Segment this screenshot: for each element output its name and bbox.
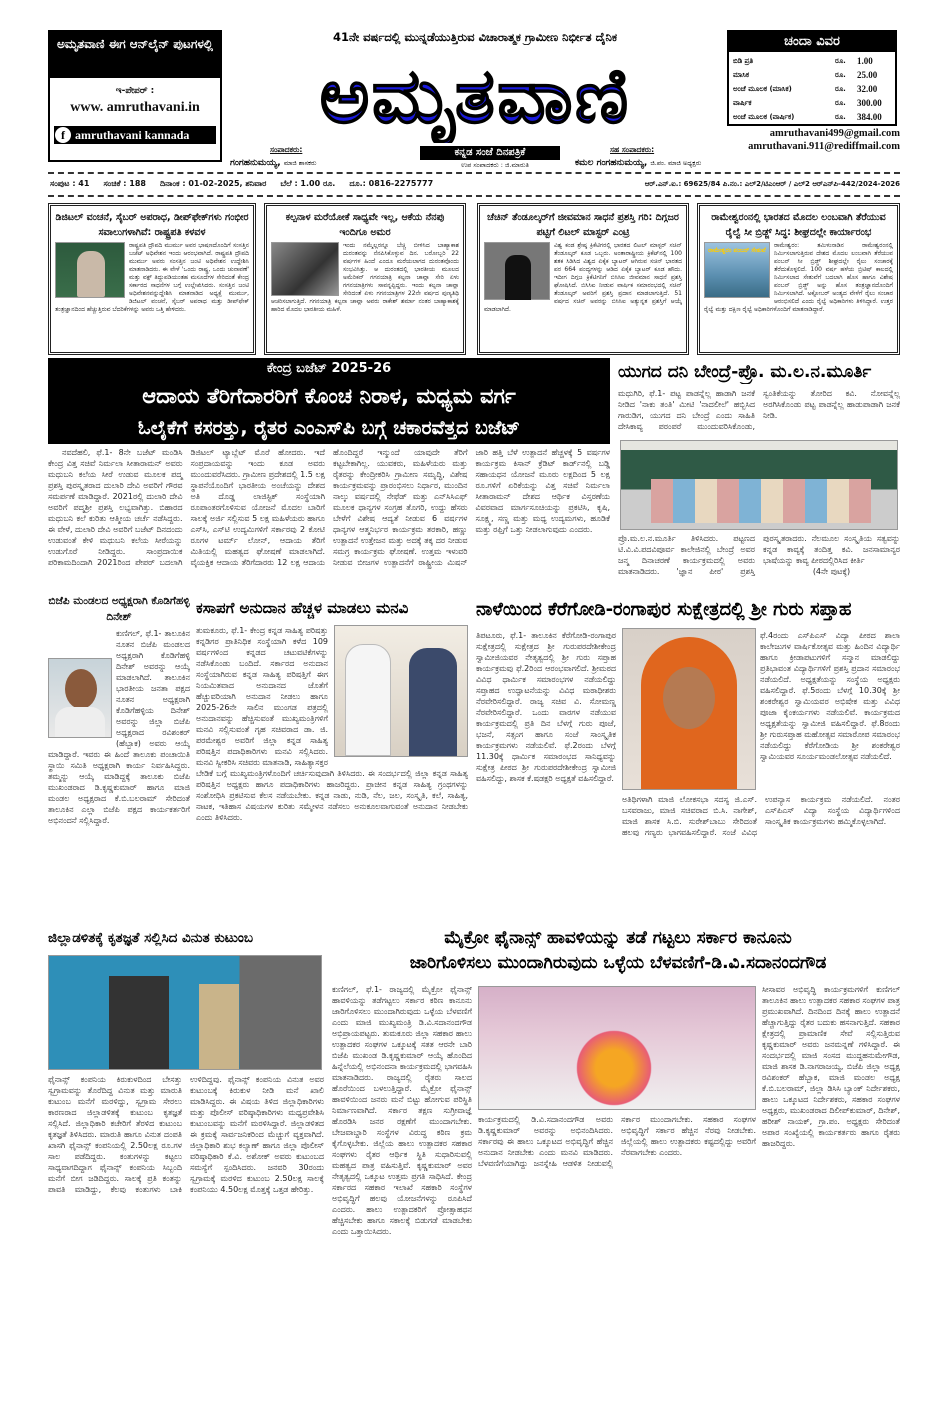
- facebook-link[interactable]: [54, 126, 216, 144]
- dinesh-body-wrap: [48, 628, 190, 826]
- saptaha-headline: ನಾಳೆಯಿಂದ ಕೆರೆಗೋಡಿ-ರಂಗಾಪುರ ಸುಕ್ಷೇತ್ರದಲ್ಲಿ ಶ್ರೀ ಗುರು ಸಪ್ತಾಹ: [476, 599, 852, 620]
- row-currency: ರೂ.: [835, 113, 846, 121]
- micro-caption: ಕಾರ್ಯಕ್ರಮದಲ್ಲಿ ಡಿ.ವಿ.ಸದಾನಂದಗೌಡ ಅವರು ಡಿ.ಕೃಷ್ಣಕುಮಾರ್ ಅವರನ್ನು ಅಭಿನಂದಿಸಿದರು. ಸರ್ಕಾರವು ಈ ಹಾಲು ಒಕ್ಕೂಟದ ಅಭಿವೃದ್ಧಿಗೆ ಹೆಚ್ಚಿನ ಅನುದಾನ ನೀಡಬೇಕು ಎಂದು ಮನವಿ ಮಾಡಿದರು. ಬೆಳವಣಿಗೆಯಾಗಿದ್ದು ಜನಸ್ನೇಹಿ ಆಡಳಿತ ನೀಡುವಲ್ಲಿ ಸರ್ಕಾರ ಮುಂದಾಗಬೇಕು. ಸಹಕಾರ ಸಂಘಗಳ ಅಭಿವೃದ್ಧಿಗೆ ಸರ್ಕಾರ ಹೆಚ್ಚಿನ ನೆರವು ನೀಡಬೇಕು. ಜಿಲ್ಲೆಯಲ್ಲಿ ಹಾಲು ಉತ್ಪಾದಕರು ಕಷ್ಟದಲ್ಲಿದ್ದು ಅವರಿಗೆ ನೆರವಾಗಬೇಕು ಎಂದರು.: [478, 1115, 756, 1168]
- email-1[interactable]: amruthavani499@gmail.com: [769, 128, 900, 139]
- bridge-photo-caption: ರಾಮೇಶ್ವರಂ ಪಂಬನ್ ಸೇತುವೆ: [708, 247, 766, 254]
- bendre-event-photo: [620, 440, 898, 530]
- phone: ದೂ.: 0816-2275777: [349, 179, 434, 188]
- associate-editor-label: ಸಹ ಸಂಪಾದಕರು:: [610, 145, 655, 154]
- editor-label: ಸಂಪಾದಕರು:: [270, 145, 303, 154]
- story-body: ಇಂದು ನಮ್ಮೆಲ್ಲರನ್ನೂ ಬೆಚ್ಚಿ ಬೀಳಿಸಿದ ಬಾಹ್ಯಾಕಾಶ ದುರಂತವನ್ನು ನೆನಪಿಸಿಕೊಳ್ಳುವ ದಿನ. ಬರೋಬ್ಬರಿ 22 ವರ್ಷಗಳ ಹಿಂದೆ ಎಂದೂ ಮರೆಯಲಾಗದ ದುರಂತವೊಂದು ಸಂಭವಿಸಿತ್ತು. ಆ ದುರಂತದಲ್ಲಿ ಭಾರತೀಯ ಮೂಲದ ಅಮೆರಿಕನ್ ಗಗನಯಾತ್ರಿ ಕಲ್ಪನಾ ಚಾವ್ಲಾ ಸೇರಿ ಏಳು ಗಗನಯಾತ್ರಿಗಳು ಸಾವನ್ನಪ್ಪಿದ್ದರು. ಇಂದು ಕಲ್ಪನಾ ಚಾವ್ಲಾ ಸೇರಿದಂತೆ ಏಳು ಗಗನಯಾತ್ರಿಗಳ 22ನೇ ವರ್ಷದ ಪುಣ್ಯತಿಥಿ ಆಚರಿಸಲಾಗುತ್ತಿದೆ. ಗಗನಯಾತ್ರಿ ಕಲ್ಪನಾ ಚಾವ್ಲಾ ಅವರು ರಾಕೇಶ್ ಶರ್ಮಾ ನಂತರ ಬಾಹ್ಯಾಕಾಶಕ್ಕೆ ಹಾರಿದ ಮೊದಲ ಭಾರತೀಯ ಮಹಿಳೆ.: [271, 242, 459, 313]
- editor-role: ಮಾಜಿ ಶಾಸಕರು: [283, 159, 317, 167]
- row-currency: ರೂ.: [835, 57, 846, 65]
- dinesh-body: ಕುಣಿಗಲ್, ಫೆ.1- ತಾಲೂಕಿನ ನೂತನ ಬಿಜೆಪಿ ಮಂಡಲದ ಅಧ್ಯಕ್ಷರಾಗಿ ಕೊಡಿಗೆಹಳ್ಳಿ ದಿನೇಶ್ ಅವರನ್ನು ಆಯ್ಕೆ ಮಾಡಲಾಗಿದೆ. ತಾಲೂಕಿನ ಭಾರತೀಯ ಜನತಾ ಪಕ್ಷದ ನೂತನ ಅಧ್ಯಕ್ಷರಾಗಿ ಕೊಡಿಗೆಹಳ್ಳಿಯ ದಿನೇಶ್ ಅವರನ್ನು ಜಿಲ್ಲಾ ಬಿಜೆಪಿ ಅಧ್ಯಕ್ಷರಾದ ರವಿಶಂಕರ್ (ಹೆಬ್ಬಾಕ) ಅವರು ಆಯ್ಕೆ ಮಾಡಿದ್ದಾರೆ. ಇವರು ಈ ಹಿಂದೆ ತಾಲೂಕು ಪಂಚಾಯಿತಿ ಸ್ಥಾಯಿ ಸಮಿತಿ ಅಧ್ಯಕ್ಷರಾಗಿ ಕಾರ್ಯ ನಿರ್ವಹಿಸಿದ್ದರು. ತಮ್ಮನ್ನು ಆಯ್ಕೆ ಮಾಡಿದ್ದಕ್ಕೆ ತಾಲೂಕು ಬಿಜೆಪಿ ಮುಖಂಡರಾದ ಡಿ.ಕೃಷ್ಣಕುಮಾರ್ ಹಾಗೂ ಮಾಜಿ ಮಂಡಲ ಅಧ್ಯಕ್ಷರಾದ ಕೆ.ಬಿ.ಬಲರಾಮ್ ಸೇರಿದಂತೆ ತಾಲೂಕಿನ ಎಲ್ಲಾ ಬಿಜೆಪಿ ಪಕ್ಷದ ಕಾರ್ಯಕರ್ತರಿಗೆ ಅಭಿನಂದನೆ ಸಲ್ಲಿಸಿದ್ದಾರೆ.: [48, 629, 190, 825]
- story-content: [55, 242, 249, 314]
- email-2[interactable]: amruthavani.911@rediffmail.com: [748, 141, 900, 152]
- kasapa-headline: ಕಸಾಪಗೆ ಅನುದಾನ ಹೆಚ್ಚಳ ಮಾಡಲು ಮನವಿ: [196, 599, 409, 617]
- row-amount: 300.00: [857, 98, 882, 108]
- subscription-row: [733, 54, 891, 68]
- row-amount: 384.00: [857, 112, 882, 122]
- online-box: [48, 30, 222, 162]
- story-content: [484, 242, 682, 314]
- row-label: ಬಿಡಿ ಪ್ರತಿ: [733, 57, 754, 65]
- masthead-title: ಅಮೃತವಾಣಿ: [319, 51, 631, 140]
- gratitude-headline: ಜಿಲ್ಲಾಡಳಿತಕ್ಕೆ ಕೃತಜ್ಞತೆ ಸಲ್ಲಿಸಿದ ವಿನುತ ಕುಟುಂಬ: [48, 930, 254, 946]
- subscription-table: [729, 52, 895, 126]
- dinesh-article: [48, 593, 190, 921]
- subscription-row: [733, 68, 891, 82]
- kasapa-photo: [334, 625, 468, 757]
- row-currency: ರೂ.: [835, 99, 846, 107]
- headline: ರಾಮೇಶ್ವರಂನಲ್ಲಿ ಭಾರತದ ಮೊದಲ ಲಂಬವಾಗಿ ತೆರೆಯುವ ರೈಲ್ವೆ ಸೀ ಬ್ರಿಡ್ಜ್ ಸಿದ್ಧ: ಶೀಘ್ರದಲ್ಲೇ ಕಾರ್ಯಾರಂಭ: [711, 212, 886, 238]
- masthead-tagline: 41ನೇ ವರ್ಷದಲ್ಲಿ ಮುನ್ನಡೆಯುತ್ತಿರುವ ವಿಚಾರಾತ್ಮಕ ಗ್ರಾಮೀಣ ನಿರ್ಭೀತ ದೈನಿಕ: [332, 30, 618, 44]
- issue: ಸಂಚಿಕೆ : 188: [103, 179, 146, 188]
- associate-editor: [575, 157, 775, 169]
- editor: [230, 157, 415, 169]
- registration: ಆರ್.ಎನ್.ಐ.: 69625/84 ಪಿ.ನಂ.: ಎಲ್2/ಟಿಎಂಆರ್ / ಎಲ್2 ಆರ್‌ಎನ್‌ಪಿ-442/2024-2026: [644, 180, 900, 188]
- dinesh-headline: ಬಿಜೆಪಿ ಮಂಡಲದ ಅಧ್ಯಕ್ಷರಾಗಿ ಕೊಡಿಗೆಹಳ್ಳಿ ದಿನೇಶ್: [48, 595, 190, 623]
- lead-body: ನವದೆಹಲಿ, ಫೆ.1- 8ನೇ ಬಜೆಟ್ ಮಂಡಿಸಿ ಕೇಂದ್ರ ವಿತ್ತ ಸಚಿವೆ ನಿರ್ಮಲಾ ಸೀತಾರಾಮನ್ ಅವರು ಮಧುಬನಿ ಕಲೆಯ ಸೀರೆ ಉಡುವ ಮೂಲಕ ಪದ್ಮ ಪ್ರಶಸ್ತಿ ಪುರಸ್ಕೃತರಾದ ದುಲಾರಿ ದೇವಿ ಅವರಿಗೆ ಗೌರವ ಸಮರ್ಪಣೆ ಮಾಡಿದ್ದಾರೆ. 2021ರಲ್ಲಿ ದುಲಾರಿ ದೇವಿ ಅವರಿಗೆ ಪದ್ಮಶ್ರೀ ಪ್ರಶಸ್ತಿ ಲಭ್ಯವಾಗಿತ್ತು. ಬಿಹಾರದ ಮಧುಬನಿ ಕಲೆ ಕುರಿತು ಆತ್ಮೀಯ ಚರ್ಚೆ ನಡೆಸಿದ್ದರು. ಈ ವೇಳೆ, ದುಲಾರಿ ದೇವಿ ಅವರಿಗೆ ಬಜೆಟ್ ದಿನದಂದು ಉಡುವಂತೆ ಕೇಳಿ ಮಧುಬನಿ ಕಲೆಯ ಸೀರೆಯನ್ನು ಉಡುಗೊರೆ ನೀಡಿದ್ದರು. ಸಾಂಪ್ರದಾಯಿಕ ಪರಿಕಾಮದಿಂದಾಗಿ 2021ರಿಂದ ಪೇಪರ್ ಬದಲಾಗಿ ಡಿಜಿಟಲ್ ಟ್ಯಾಬ್ಲೆಟ್ ಮೊರೆ ಹೋದರು. ಇದೆ ಸಂಪ್ರದಾಯವನ್ನು ಇಂದು ಕೂಡ ಅವರು ಮುಂದುವರೆಸಿದರು. ಗ್ರಾಮೀಣ ಪ್ರದೇಶದಲ್ಲಿ 1.5 ಲಕ್ಷ ಸ್ಥಾಪನೆಯೊಂದಿಗೆ ಭಾರತೀಯ ಅಂಚೆಯನ್ನು ದೇಶದ ಅತಿ ದೊಡ್ಡ ಲಾಜಿಸ್ಟಿಕ್ ಸಂಸ್ಥೆಯಾಗಿ ರೂಪಾಂತರಗೊಳಿಸುವ ಯೋಜನೆ ಮೊದಲ ಬಾರಿಗೆ ಸಾಲಕ್ಕೆ ಅರ್ಜಿ ಸಲ್ಲಿಸುವ 5 ಲಕ್ಷ ಮಹಿಳೆಯರು ಹಾಗೂ ಎಸ್‌ಸಿ, ಎಸ್‌ಟಿ ಉದ್ಯಮಿಗಳಿಗೆ ಸರ್ಕಾರವು 2 ಕೋಟಿ ರೂಗಳ ಟರ್ಮ್ ಲೋನ್, ಆದಾಯ ತೆರಿಗೆ ಮಿತಿಯಲ್ಲಿ ಮಹತ್ವದ ಘೋಷಣೆ ಮಾಡಲಾಗಿದೆ. ವೈಯಕ್ತಿಕ ಆದಾಯ ತೆರಿಗೆದಾರರು 12 ಲಕ್ಷ ಆದಾಯ ಹೊಂದಿದ್ದರೆ ಇನ್ಮುಂದೆ ಯಾವುದೇ ತೆರಿಗೆ ಕಟ್ಟಬೇಕಾಗಿಲ್ಲ. ಯುವಕರು, ಮಹಿಳೆಯರು ಮತ್ತು ರೈತರನ್ನು ಕೇಂದ್ರೀಕರಿಸಿ ಗ್ರಾಮೀಣ ಸಮೃದ್ಧಿ, ವಿಶೇಷ ಕಾರ್ಯಕ್ರಮವನ್ನು ಪ್ರಾರಂಭಿಸಲು ನಿರ್ಧಾರ, ಮುಂದಿನ ನಾಲ್ಕು ವರ್ಷದಲ್ಲಿ ನೇಫೆಡ್ ಮತ್ತು ಎನ್‌ಸಿಸಿಎಫ್ ಮೂಲಕ ಧಾನ್ಯಗಳ ಸಂಗ್ರಹ ತೊಗರಿ, ಉದ್ದು ಹೆಸರು ಬೇಳೆಗೆ ವಿಶೇಷ ಆದ್ಯತೆ ನೀಡುವ 6 ವರ್ಷಗಳ ಧಾನ್ಯಗಳ ಆತ್ಮನಿರ್ಭರ ಕಾರ್ಯಕ್ರಮ ತರಕಾರಿ, ಹಣ್ಣು ಉತ್ಪಾದನೆ ಉತ್ತೇಜನ ಮತ್ತು ಅದಕ್ಕೆ ತಕ್ಕ ದರ ನೀಡುವ ಸಮಗ್ರ ಕಾರ್ಯಕ್ರಮ ಘೋಷಣೆ. ಉತ್ತಮ ಇಳುವರಿ ನೀಡುವ ಬೀಜಗಳ ಉತ್ಪಾದನೆಗೆ ರಾಷ್ಟ್ರೀಯ ಮಿಷನ್ ಜಾರಿ ಹತ್ತಿ ಬೆಳೆ ಉತ್ಪಾದನೆ ಹೆಚ್ಚಳಕ್ಕೆ 5 ವರ್ಷಗಳ ಕಾರ್ಯಕ್ರಮ ಕಿಸಾನ್ ಕ್ರೆಡಿಟ್ ಕಾರ್ಡ್‌ನಲ್ಲಿ ಬಡ್ಡಿ ಸಹಾಯಧನ ಯೋಜನೆ ಮೂರು ಲಕ್ಷದಿಂದ 5 ಲಕ್ಷ ರೂ.ಗಳಿಗೆ ಏರಿಕೆಯನ್ನು ವಿತ್ತ ಸಚಿವೆ ನಿರ್ಮಲಾ ಸೀತಾರಾಮನ್ ದೇಶದ ಆರ್ಥಿಕ ವಿಸ್ತರಣೆಯ ವಿವರವಾದ ಮಾರ್ಗಸೂಚಿಯನ್ನು ಪ್ರಕಟಿಸಿ, ಕೃಷಿ, ಸೂಕ್ಷ್ಮ, ಸಣ್ಣ ಮತ್ತು ಮಧ್ಯ ಉದ್ಯಮಗಳು, ಹೂಡಿಕೆ ಮತ್ತು ರಫ್ತಿಗೆ ಒತ್ತು ನೀಡಲಾಗುವುದು ಎಂದರು.: [48, 448, 610, 567]
- saptaha-body-right: ಫೆ.4ರಂದು ಎಸ್‌ಪಿಎಸ್ ವಿದ್ಯಾ ಪೀಠದ ಶಾಲಾ ಕಾಲೇಜುಗಳ ವಾರ್ಷಿಕೋತ್ಸವ ಮತ್ತು ಹಿಂದಿನ ವಿದ್ಯಾರ್ಥಿ ಹಾಗೂ ಕ್ರೀಡಾಪಟುಗಳಿಗೆ ಸನ್ಮಾನ ಮಾಡಲಿದ್ದು ಪ್ರತಿಭಾವಂತ ವಿದ್ಯಾರ್ಥಿಗಳಿಗೆ ಪ್ರಶಸ್ತಿ ಪ್ರದಾನ ಸಮಾರಂಭ ನಡೆಯಲಿದೆ. ಅಧ್ಯಕ್ಷತೆಯನ್ನು ಸಂಸ್ಥೆಯ ಅಧ್ಯಕ್ಷರು ವಹಿಸಲಿದ್ದಾರೆ. ಫೆ.5ರಂದು ಬೆಳಗ್ಗೆ 10.30ಕ್ಕೆ ಶ್ರೀ ಶಂಕರೇಶ್ವರ ಸ್ವಾಮಿಯವರ ಅಭಿಷೇಕ ಮತ್ತು ವಿವಿಧ ಪೂಜಾ ಕೈಂಕರ್ಯಗಳು ನಡೆಯಲಿವೆ. ಕಾರ್ಯಕ್ರಮದ ಅಧ್ಯಕ್ಷತೆಯನ್ನು ಸ್ವಾಮೀಜಿ ವಹಿಸಲಿದ್ದಾರೆ. ಫೆ.8ರಂದು ಶ್ರೀ ಗುರುಸಪ್ತಾಹ ಮಹೋತ್ಸವ ಸಮಾರೋಪ ಸಮಾರಂಭ ನಡೆಯಲಿದ್ದು ಕೆರೆಗೋಡಿಯ ಶ್ರೀ ಶಂಕರೇಶ್ವರ ಸ್ವಾಮಿಯವರ ಸೂರ್ಯಮಂಡಲೋತ್ಸವ ನಡೆಯಲಿದೆ.: [760, 631, 900, 761]
- micro-body-left: ಕುಣಿಗಲ್, ಫೆ.1- ರಾಜ್ಯದಲ್ಲಿ ಮೈಕ್ರೋ ಫೈನಾನ್ಸ್ ಹಾವಳಿಯನ್ನು ತಡೆಗಟ್ಟಲು ಸರ್ಕಾರ ಕಠಿಣ ಕಾನೂನು ಜಾರಿಗೊಳಿಸಲು ಮುಂದಾಗಿರುವುದು ಒಳ್ಳೆಯ ಬೆಳವಣಿಗೆ ಎಂದು ಮಾಜಿ ಮುಖ್ಯಮಂತ್ರಿ ಡಿ.ವಿ.ಸದಾನಂದಗೌಡ ಅಭಿಪ್ರಾಯಪಟ್ಟರು. ತುಮಕೂರು ಜಿಲ್ಲಾ ಸಹಕಾರ ಹಾಲು ಉತ್ಪಾದಕರ ಸಂಘಗಳ ಒಕ್ಕೂಟಕ್ಕೆ ಸತತ ಆರನೇ ಬಾರಿ ಬಿಜೆಪಿ ಮುಖಂಡ ಡಿ.ಕೃಷ್ಣಕುಮಾರ್ ಆಯ್ಕೆ ಹೊಂದಿದ ಹಿನ್ನೆಲೆಯಲ್ಲಿ ಅಭಿನಂದನಾ ಕಾರ್ಯಕ್ರಮದಲ್ಲಿ ಭಾಗವಹಿಸಿ ಮಾತನಾಡಿದರು. ರಾಜ್ಯದಲ್ಲಿ ರೈತರು ಸಾಲದ ಹೊರೆಯಿಂದ ಬಳಲುತ್ತಿದ್ದಾರೆ. ಮೈಕ್ರೋ ಫೈನಾನ್ಸ್ ಹಾವಳಿಯಿಂದ ಜನರು ಮನೆ ಬಿಟ್ಟು ಹೋಗುವ ಪರಿಸ್ಥಿತಿ ನಿರ್ಮಾಣವಾಗಿದೆ. ಸರ್ಕಾರ ತಕ್ಷಣ ಸುಗ್ರೀವಾಜ್ಞೆ ಹೊರಡಿಸಿ ಜನರ ರಕ್ಷಣೆಗೆ ಮುಂದಾಗಬೇಕು. ಬೇಜವಾಬ್ದಾರಿ ಸಂಸ್ಥೆಗಳ ವಿರುದ್ಧ ಕಠಿಣ ಕ್ರಮ ಕೈಗೊಳ್ಳಬೇಕು. ಜಿಲ್ಲೆಯ ಹಾಲು ಉತ್ಪಾದಕರ ಸಹಕಾರ ಸಂಘಗಳು ರೈತರ ಆರ್ಥಿಕ ಸ್ಥಿತಿ ಸುಧಾರಿಸುವಲ್ಲಿ ಮಹತ್ವದ ಪಾತ್ರ ವಹಿಸುತ್ತಿವೆ. ಕೃಷ್ಣಕುಮಾರ್ ಅವರ ನೇತೃತ್ವದಲ್ಲಿ ಒಕ್ಕೂಟ ಉತ್ತಮ ಪ್ರಗತಿ ಸಾಧಿಸಿದೆ. ಕೇಂದ್ರ ಸರ್ಕಾರದ ಸಹಕಾರ ಇಲಾಖೆ ಸಹಕಾರಿ ಸಂಸ್ಥೆಗಳ ಅಭಿವೃದ್ಧಿಗೆ ಹಲವು ಯೋಜನೆಗಳನ್ನು ರೂಪಿಸಿದೆ ಎಂದರು. ಹಾಲು ಉತ್ಪಾದಕರಿಗೆ ಪ್ರೋತ್ಸಾಹಧನ ಹೆಚ್ಚಿಸಬೇಕು ಹಾಗೂ ಸಕಾಲಕ್ಕೆ ಬಿಡುಗಡೆ ಮಾಡಬೇಕು ಎಂದು ಒತ್ತಾಯಿಸಿದರು.: [332, 985, 472, 1236]
- row-amount: 1.00: [857, 56, 873, 66]
- bendre-headline: ಯುಗದ ದನಿ ಬೇಂದ್ರೆ-ಪ್ರೊ. ಮ.ಲ.ನ.ಮೂರ್ತಿ: [618, 362, 872, 382]
- family-photo: [48, 955, 322, 1070]
- divider: [48, 172, 900, 174]
- lead-headline-1: ಆದಾಯ ತೆರಿಗೆದಾರರಿಗೆ ಕೊಂಚ ನಿರಾಳ, ಮಧ್ಯಮ ವರ್ಗ: [142, 384, 516, 408]
- saptaha-body-left: ತಿಪಟೂರು, ಫೆ.1- ತಾಲೂಕಿನ ಕೆರೆಗೋಡಿ-ರಂಗಾಪುರ ಸುಕ್ಷೇತ್ರದಲ್ಲಿ ಸುಕ್ಷೇತ್ರದ ಶ್ರೀ ಗುರುಪರದೇಶೀಕೇಂದ್ರ ಸ್ವಾಮೀಜಿಯವರ ನೇತೃತ್ವದಲ್ಲಿ ಶ್ರೀ ಗುರು ಸಪ್ತಾಹ ಕಾರ್ಯಕ್ರಮವು ಫೆ.2ರಿಂದ ಆರಂಭವಾಗಲಿದೆ. ಶ್ರೀಮಠದ ವಿವಿಧ ಧಾರ್ಮಿಕ ಸಮಾರಂಭಗಳ ನಡೆಯಲಿದ್ದು ಸಪ್ತಾಹದ ಉದ್ಘಾಟನೆಯನ್ನು ವಿವಿಧ ಮಠಾಧೀಶರು ನೆರವೇರಿಸಲಿದ್ದಾರೆ. ರಾಜ್ಯ ಸಚಿವ ವಿ. ಸೋಮಣ್ಣ ನೆರವೇರಿಸಲಿದ್ದಾರೆ. ಒಂದು ವಾರಗಳ ನಡೆಯುವ ಕಾರ್ಯಕ್ರಮದಲ್ಲಿ ಪ್ರತಿ ದಿನ ಬೆಳಗ್ಗೆ ಗುರು ಪೂಜೆ, ಭಜನೆ, ಸತ್ಸಂಗ ಹಾಗೂ ಸಂಜೆ ಸಾಂಸ್ಕೃತಿಕ ಕಾರ್ಯಕ್ರಮಗಳು ನಡೆಯಲಿವೆ. ಫೆ.2ರಂದು ಬೆಳಗ್ಗೆ 11.30ಕ್ಕೆ ಧಾರ್ಮಿಕ ಸಮಾರಂಭದ ಸಾನಿಧ್ಯವನ್ನು ಸುಕ್ಷೇತ್ರ ಪೀಠದ ಶ್ರೀ ಗುರುಪರದೇಶೀಕೇಂದ್ರ ಸ್ವಾಮೀಜಿ ವಹಿಸಲಿದ್ದು, ಶಾಸಕ ಕೆ.ಷಡಕ್ಷರಿ ಅಧ್ಯಕ್ಷತೆ ವಹಿಸಲಿದ್ದಾರೆ.: [476, 631, 616, 783]
- president-photo: [55, 242, 125, 298]
- epaper-label: ಇ-ಪೇಪರ್ :: [115, 86, 155, 96]
- online-box-title: ಅಮೃತವಾಣಿ ಈಗ ಆನ್‌ಲೈನ್ ಪುಟಗಳಲ್ಲಿ: [50, 32, 220, 78]
- info-line: [50, 178, 900, 190]
- row-currency: ರೂ.: [835, 85, 846, 93]
- sachin-photo: [484, 242, 550, 300]
- top-story-bridge[interactable]: [697, 203, 900, 355]
- date: ದಿನಾಂಕ : 01-02-2025, ಶನಿವಾರ: [160, 179, 267, 188]
- lead-headline-block: [48, 358, 610, 444]
- lead-kicker: ಕೇಂದ್ರ ಬಜೆಟ್ 2025-26: [266, 361, 392, 376]
- subscription-row: [733, 110, 891, 124]
- divider: [48, 195, 900, 197]
- price: ಬೆಲೆ : 1.00 ರೂ.: [280, 179, 336, 188]
- story-body: ರಾಷ್ಟ್ರಪತಿ ದ್ರೌಪದಿ ಮುರ್ಮು ಅವರ ಭಾಷಣದೊಂದಿಗೆ ಸಂಸತ್ತಿನ ಬಜೆಟ್ ಅಧಿವೇಶನ ಇಂದು ಆರಂಭವಾಗಿದೆ. ರಾಷ್ಟ್ರಪತಿ ದ್ರೌಪದಿ ಮುರ್ಮು ಅವರು ಸಂಸತ್ತಿನ ಜಂಟಿ ಅಧಿವೇಶನ ಉದ್ದೇಶಿಸಿ ಮಾತನಾಡಿದರು. ಈ ವೇಳೆ 'ಒಂದು ರಾಷ್ಟ್ರ, ಒಂದು ಚುನಾವಣೆ' ಮತ್ತು ವಕ್ಫ್ ತಿದ್ದುಪಡಿಯಂತಹ ಮಸೂದೆಗಳ ಸೇರಿದಂತೆ ಕೇಂದ್ರ ಸರ್ಕಾರದ ಸಾಧನೆಗಳ ಬಗ್ಗೆ ಉಲ್ಲೇಖಿಸಿದರು. ಸಂಸತ್ತಿನ ಜಂಟಿ ಅಧಿವೇಶನವನ್ನುದ್ದೇಶಿಸಿ ಮಾತನಾಡಿದ ಅಧ್ಯಕ್ಷೆ ಮುರ್ಮು, ಡಿಜಿಟಲ್ ವಂಚನೆ, ಸೈಬರ್ ಅಪರಾಧ ಮತ್ತು ಡೀಪ್‌ಫೇಕ್ ತಂತ್ರಜ್ಞಾನದಿಂದ ಹೆಚ್ಚುತ್ತಿರುವ ಬೆದರಿಕೆಗಳನ್ನು ಅವರು ಒತ್ತಿ ಹೇಳಿದರು.: [55, 242, 249, 313]
- felicitation-photo: [478, 986, 756, 1110]
- micro-headline-1: ಮೈಕ್ರೋ ಫೈನಾನ್ಸ್ ಹಾವಳಿಯನ್ನು ತಡೆ ಗಟ್ಟಲು ಸರ್ಕಾರ ಕಾನೂನು: [444, 928, 792, 948]
- subscription-title: ಚಂದಾ ವಿವರ: [729, 32, 895, 52]
- micro-body-right: ಸೀಸಾವರ ಅಭಿವೃದ್ಧಿ ಕಾರ್ಯಕ್ರಮಗಳಿಗೆ ಕುಣಿಗಲ್ ತಾಲೂಕಿನ ಹಾಲು ಉತ್ಪಾದಕರ ಸಹಕಾರ ಸಂಘಗಳ ಪಾತ್ರ ಪ್ರಮುಖವಾಗಿದೆ. ದಿನದಿಂದ ದಿನಕ್ಕೆ ಹಾಲು ಉತ್ಪಾದನೆ ಹೆಚ್ಚಾಗುತ್ತಿದ್ದು ರೈತರ ಬದುಕು ಹಸನಾಗುತ್ತಿದೆ. ಸಹಕಾರ ಕ್ಷೇತ್ರದಲ್ಲಿ ಪ್ರಾಮಾಣಿಕ ಸೇವೆ ಸಲ್ಲಿಸುತ್ತಿರುವ ಕೃಷ್ಣಕುಮಾರ್ ಅವರು ಜನಮನ್ನಣೆ ಗಳಿಸಿದ್ದಾರೆ. ಈ ಸಂದರ್ಭದಲ್ಲಿ ಮಾಜಿ ಸಂಸದ ಮುದ್ದಹನುಮೇಗೌಡ, ಮಾಜಿ ಶಾಸಕ ಡಿ.ನಾಗರಾಜಯ್ಯ, ಬಿಜೆಪಿ ಜಿಲ್ಲಾ ಅಧ್ಯಕ್ಷ ರವಿಶಂಕರ್ ಹೆಬ್ಬಾಕ, ಮಾಜಿ ಮಂಡಲ ಅಧ್ಯಕ್ಷ ಕೆ.ಬಿ.ಬಲರಾಮ್, ಜಿಲ್ಲಾ ಡಿಸಿಸಿ ಬ್ಯಾಂಕ್ ನಿರ್ದೇಶಕರು, ಹಾಲು ಒಕ್ಕೂಟದ ನಿರ್ದೇಶಕರು, ಸಹಕಾರ ಸಂಘಗಳ ಅಧ್ಯಕ್ಷರು, ಮುಖಂಡರಾದ ದಿಲೀಪ್‌ಕುಮಾರ್, ದಿನೇಶ್, ಹರೀಶ್ ನಾಯಕ್, ಗ್ರಾ.ಪಂ. ಅಧ್ಯಕ್ಷರು ಸೇರಿದಂತೆ ಅಪಾರ ಸಂಖ್ಯೆಯಲ್ಲಿ ಕಾರ್ಯಕರ್ತರು ಹಾಗೂ ರೈತರು ಹಾಜರಿದ್ದರು.: [762, 985, 900, 1148]
- story-body: ರಾಮೇಶ್ವರಂ: ತಮಿಳುನಾಡಿನ ರಾಮೇಶ್ವರಂನಲ್ಲಿ ನಿರ್ಮಿಸಲಾಗುತ್ತಿರುವ ದೇಶದ ಮೊದಲ ಲಂಬವಾಗಿ ತೆರೆಯುವ ಪಂಬನ್ ಸೀ ಬ್ರಿಡ್ಜ್ ಶೀಘ್ರದಲ್ಲೇ ರೈಲು ಸಂಚಾರಕ್ಕೆ ತೆರೆದುಕೊಳ್ಳಲಿದೆ. 100 ವರ್ಷ ಹಳೆಯ ಬ್ರಿಟಿಷ್ ಕಾಲದಲ್ಲಿ ನಿರ್ಮಿಸಲಾದ ಸೇತುವೆಗೆ ಬದಲಾಗಿ ಹೊಸ ಹಾಗೂ ವಿಶೇಷ ಪಂಬನ್ ಬ್ರಿಡ್ಜ್ ಅನ್ನು ಹೊಸ ತಂತ್ರಜ್ಞಾನದೊಂದಿಗೆ ನಿರ್ಮಿಸಲಾಗಿದೆ. ಅಕ್ಟೋಬರ್ ಅಂತ್ಯದ ವೇಳೆಗೆ ರೈಲು ಸಂಚಾರ ಆರಂಭಿಸಲಿದೆ ಎಂದು ರೈಲ್ವೆ ಅಧಿಕಾರಿಗಳು ತಿಳಿಸಿದ್ದಾರೆ. ಉತ್ತರ ರೈಲ್ವೆ ಮತ್ತು ದಕ್ಷಿಣ ರೈಲ್ವೆ ಅಧಿಕಾರಿಗಳೊಂದಿಗೆ ಮಾತನಾಡಿದ್ದಾರೆ.: [704, 242, 893, 313]
- kasapa-body: ತುಮಕೂರು, ಫೆ.1- ಕೇಂದ್ರ ಕನ್ನಡ ಸಾಹಿತ್ಯ ಪರಿಷತ್ತು ಕನ್ನಡಿಗರ ಪ್ರಾತಿನಿಧಿಕ ಸಂಸ್ಥೆಯಾಗಿ ಕಳೆದ 109 ವರ್ಷಗಳಿಂದ ಕನ್ನಡದ ಚಟುವಟಿಕೆಗಳನ್ನು ನಡೆಸಿಕೊಂಡು ಬಂದಿದೆ. ಸರ್ಕಾರದ ಅನುದಾನ ಸಂಸ್ಥೆಯಾಗಿರುವ ಕನ್ನಡ ಸಾಹಿತ್ಯ ಪರಿಷತ್ತಿಗೆ ಈಗ ನಿಯಮಿತವಾದ ಅನುದಾನದ ಜೊತೆಗೆ ಹೆಚ್ಚುವರಿಯಾಗಿ ಅನುದಾನ ನೀಡಲು ಹಾಗೂ 2025-26ನೇ ಸಾಲಿನ ಮುಂಗಡ ಪತ್ರದಲ್ಲಿ ಅನುದಾನವನ್ನು ಹೆಚ್ಚಿಸುವಂತೆ ಮುಖ್ಯಮಂತ್ರಿಗಳಿಗೆ ಮನವಿ ಸಲ್ಲಿಸುವಂತೆ ಗೃಹ ಸಚಿವರಾದ ಡಾ. ಜಿ. ಪರಮೇಶ್ವರ ಅವರಿಗೆ ಜಿಲ್ಲಾ ಕನ್ನಡ ಸಾಹಿತ್ಯ ಪರಿಷತ್ತಿನ ಪದಾಧಿಕಾರಿಗಳು ಮನವಿ ಸಲ್ಲಿಸಿದರು. ಮನವಿ ಸ್ವೀಕರಿಸಿ ಸಚಿವರು ಮಾತನಾಡಿ, ಸಾಹಿತ್ಯಾಸಕ್ತರ ಬೇಡಿಕೆ ಬಗ್ಗೆ ಮುಖ್ಯಮಂತ್ರಿಗಳೊಂದಿಗೆ ಚರ್ಚಿಸುವುದಾಗಿ ತಿಳಿಸಿದರು. ಈ ಸಂದರ್ಭದಲ್ಲಿ ಜಿಲ್ಲಾ ಕನ್ನಡ ಸಾಹಿತ್ಯ ಪರಿಷತ್ತಿನ ಅಧ್ಯಕ್ಷರು ಹಾಗೂ ಪದಾಧಿಕಾರಿಗಳು ಹಾಜರಿದ್ದರು. ಪ್ರಾಚೀನ ಕನ್ನಡ ಸಾಹಿತ್ಯ ಗ್ರಂಥಗಳನ್ನು ಸಂಶೋಧಿಸಿ ಪ್ರಕಟಿಸುವ ಕೆಲಸ ನಡೆಯಬೇಕು. ಕನ್ನಡ ನಾಡು, ನುಡಿ, ನೆಲ, ಜಲ, ಸಂಸ್ಕೃತಿ, ಕಲೆ, ಸಾಹಿತ್ಯ, ನಾಟಕ, ಇತಿಹಾಸ ವಿಷಯಗಳ ಕುರಿತು ಸಮ್ಮೇಳನ ನಡೆಸಲು ಅನುಕೂಲವಾಗುವಂತೆ ಅನುದಾನ ನೀಡಬೇಕು ಎಂದು ತಿಳಿಸಿದರು.: [196, 626, 468, 822]
- subscription-box: [727, 30, 897, 126]
- story-content: [704, 242, 893, 314]
- headline: ಚೆಚಿನ್ ತೆಂಡೂಲ್ಕರ್‌ಗೆ ಜೀವಮಾನ ಸಾಧನೆ ಪ್ರಶಸ್ತಿ ಗರಿ: ದಿಗ್ಗಜರ ಪಟ್ಟಿಗೆ ಲಿಟಲ್ ಮಾಸ್ಟರ್ ಎಂಟ್ರಿ: [487, 212, 679, 238]
- associate-editor-name: ಕಮಲ ಗಂಗಹನುಮಯ್ಯ,: [575, 158, 648, 168]
- saptaha-caption: ಅತಿಥಿಗಳಾಗಿ ಮಾಜಿ ಲೋಕಸಭಾ ಸದಸ್ಯ ಜಿ.ಎಸ್. ಬಸವರಾಜು, ಮಾಜಿ ಸಚಿವರಾದ ಬಿ.ಸಿ. ನಾಗೇಶ್, ಮಾಜಿ ಶಾಸಕ ಸಿ.ಬಿ. ಸುರೇಶ್‌ಬಾಬು ಸೇರಿದಂತೆ ಹಲವು ಗಣ್ಯರು ಭಾಗವಹಿಸಲಿದ್ದಾರೆ. ಸಂಜೆ ವಿವಿಧ ಉಪನ್ಯಾಸ ಕಾರ್ಯಕ್ರಮ ನಡೆಯಲಿದೆ. ನಂತರ ಎಸ್‌ಪಿಎಸ್ ವಿದ್ಯಾ ಸಂಸ್ಥೆಯ ವಿದ್ಯಾರ್ಥಿಗಳಿಂದ ಸಾಂಸ್ಕೃತಿಕ ಕಾರ್ಯಕ್ರಮಗಳು ಹಮ್ಮಿಕೊಳ್ಳಲಾಗಿದೆ.: [622, 795, 900, 837]
- row-label: ವಾರ್ಷಿಕ: [733, 99, 752, 107]
- gratitude-body: ಫೈನಾನ್ಸ್ ಕಂಪನಿಯ ಕಿರುಕುಳದಿಂದ ಬೇಸತ್ತು ಸ್ವಗ್ರಾಮವನ್ನು ತೊರೆದಿದ್ದ ವಿನುತ ಮತ್ತು ಮಾರುತಿ ಕುಟುಂಬ ಮನೆಗೆ ಮರಳಿದ್ದು, ಸ್ವಗ್ರಾಮ ಸೇರಲು ಕಾರಣರಾದ ಜಿಲ್ಲಾಡಳಿತಕ್ಕೆ ಕುಟುಂಬ ಕೃತಜ್ಞತೆ ಸಲ್ಲಿಸಿದೆ. ಜಿಲ್ಲಾಧಿಕಾರಿ ಕಚೇರಿಗೆ ತೆರಳಿದ ಕುಟುಂಬ ಕೃತಜ್ಞತೆ ತಿಳಿಸಿದರು. ಮಾರುತಿ ಹಾಗೂ ವಿನುತ ದಂಪತಿ ಖಾಸಗಿ ಫೈನಾನ್ಸ್ ಕಂಪನಿಯಲ್ಲಿ 2.50ಲಕ್ಷ ರೂ.ಗಳ ಸಾಲ ಪಡೆದಿದ್ದರು. ಕಂತುಗಳನ್ನು ಕಟ್ಟಲು ಸಾಧ್ಯವಾಗದಿದ್ದಾಗ ಫೈನಾನ್ಸ್ ಕಂಪನಿಯ ಸಿಬ್ಬಂದಿ ಮನೆಗೆ ಬೀಗ ಜಡಿದಿದ್ದರು. ಸಾಲಕ್ಕೆ ಪ್ರತಿ ಕಂತನ್ನು ಪಾವತಿ ಮಾಡಿದ್ದು, ಕೆಲವು ಕಂತುಗಳು ಬಾಕಿ ಉಳಿದಿದ್ದವು. ಫೈನಾನ್ಸ್ ಕಂಪನಿಯ ವಿನುತ ಅವರ ಕುಟುಂಬಕ್ಕೆ ಕಿರುಕುಳ ನೀಡಿ ಮನೆ ಖಾಲಿ ಮಾಡಿಸಿದ್ದರು. ಈ ವಿಷಯ ತಿಳಿದ ಜಿಲ್ಲಾಧಿಕಾರಿಗಳು ಮತ್ತು ಪೊಲೀಸ್ ವರಿಷ್ಠಾಧಿಕಾರಿಗಳು ಮಧ್ಯಪ್ರವೇಶಿಸಿ ಕುಟುಂಬವನ್ನು ಮನೆಗೆ ಮರಳಿಸಿದ್ದಾರೆ. ಜಿಲ್ಲಾಡಳಿತದ ಈ ಕ್ರಮಕ್ಕೆ ಸಾರ್ವಜನಿಕರಿಂದ ಮೆಚ್ಚುಗೆ ವ್ಯಕ್ತವಾಗಿದೆ. ಜಿಲ್ಲಾಧಿಕಾರಿ ಶುಭ ಕಲ್ಯಾಣ್ ಹಾಗೂ ಜಿಲ್ಲಾ ಪೊಲೀಸ್ ವರಿಷ್ಠಾಧಿಕಾರಿ ಕೆ.ವಿ. ಅಶೋಕ್ ಅವರು ಕುಟುಂಬದ ಸಮಸ್ಯೆಗೆ ಸ್ಪಂದಿಸಿದರು. ಜನವರಿ 30ರಂದು ಸ್ವಗ್ರಾಮಕ್ಕೆ ಮರಳಿದ ಕುಟುಂಬ 2.50ಲಕ್ಷ ಸಾಲಕ್ಕೆ ಕಂಪನಿಯು 4.50ಲಕ್ಷ ಮೊತ್ತಕ್ಕೆ ಒತ್ತಡ ಹೇರಿತ್ತು.: [48, 1075, 324, 1194]
- top-story-president[interactable]: [48, 203, 256, 355]
- top-story-kalpana[interactable]: [264, 203, 466, 355]
- row-label: ಅಂಚೆ ಮೂಲಕ (ವಾರ್ಷಿಕ): [733, 113, 795, 121]
- top-story-sachin[interactable]: [477, 203, 689, 355]
- dinesh-photo: [48, 658, 112, 738]
- bendre-body-bottom: [618, 533, 900, 591]
- story-body: ವಿಶ್ವ ಕಂಡ ಶ್ರೇಷ್ಠ ಕ್ರಿಕೆಟಿಗರಲ್ಲಿ ಭಾರತದ ಲಿಟಲ್ ಮಾಸ್ಟರ್ ಸಚಿನ್ ತೆಂಡೂಲ್ಕರ್ ಕೂಡ ಒಬ್ಬರು. ಅಂತಾರಾಷ್ಟ್ರೀಯ ಕ್ರಿಕೆಟ್‌ನಲ್ಲಿ 100 ಶತಕ ಸಿಡಿಸಿದ ವಿಶ್ವದ ಏಕೈಕ ಬ್ಯಾಟರ್ ಆಗಿರುವ ಸಚಿನ್ ಭಾರತದ ಪರ 664 ಪಂದ್ಯಗಳನ್ನು ಆಡಿದ ಏಕೈಕ ಬ್ಯಾಟರ್ ಕೂಡ ಹೌದು. ಇದೀಗ ದಿಗ್ಗಜ ಕ್ರಿಕೆಟಿಗನಿಗೆ ಬಿಸಿಸಿಐ ಜೀವಮಾನ ಸಾಧನೆ ಪ್ರಶಸ್ತಿ ಘೋಷಿಸಿದೆ. ಬಿಸಿಸಿಐ ನೀಡುವ ವಾರ್ಷಿಕ ಸಮಾರಂಭದಲ್ಲಿ ಸಚಿನ್ ತೆಂಡೂಲ್ಕರ್ ಅವರಿಗೆ ಪ್ರಶಸ್ತಿ ಪ್ರದಾನ ಮಾಡಲಾಗುತ್ತಿದೆ. 51 ವರ್ಷದ ಸಚಿನ್ ಅವರನ್ನು ಬಿಸಿಸಿಐ ಅತ್ಯುನ್ನತ ಪ್ರಶಸ್ತಿಗೆ ಆಯ್ಕೆ ಮಾಡಲಾಗಿದೆ.: [484, 242, 682, 313]
- bridge-photo: [704, 242, 770, 298]
- micro-headline-2: ಜಾರಿಗೊಳಿಸಲು ಮುಂದಾಗಿರುವುದು ಒಳ್ಳೆಯ ಬೆಳವಣಿಗೆ-ಡಿ.ವಿ.ಸದಾನಂದಗೌಡ: [409, 953, 827, 973]
- continued-label: (4ನೇ ಪುಟಕ್ಕೆ): [812, 567, 851, 576]
- row-amount: 25.00: [857, 70, 878, 80]
- lead-headline-2: ಓಲೈಕೆಗೆ ಕಸರತ್ತು, ರೈತರ ಎಂಎಸ್‌ಪಿ ಬಗ್ಗೆ ಚಕಾರವೆತ್ತದ ಬಜೆಟ್: [137, 417, 521, 439]
- kasapa-body-wrap: [196, 625, 468, 921]
- astronauts-photo: [271, 242, 339, 296]
- row-amount: 32.00: [857, 84, 878, 94]
- row-label: ಮಾಸಿಕ: [733, 71, 749, 79]
- website-link[interactable]: www. amruthavani.in: [70, 100, 200, 115]
- swamiji-photo: [622, 628, 756, 790]
- subscription-row: [733, 96, 891, 110]
- masthead-subtitle: ಕನ್ನಡ ಸಂಜೆ ದಿನಪತ್ರಿಕೆ: [420, 146, 560, 160]
- facebook-handle: amruthavani kannada: [75, 127, 190, 142]
- row-currency: ರೂ.: [835, 71, 846, 79]
- headline: ಡಿಜಿಟಲ್ ವಂಚನೆ, ಸೈಬರ್ ಅಪರಾಧ, ಡೀಪ್‌ಫೇಕ್‌ಗಳು ಗಂಭೀರ ಸವಾಲುಗಳಾಗಿವೆ: ರಾಷ್ಟ್ರಪತಿ ಕಳವಳ: [55, 212, 249, 238]
- subscription-row: [733, 82, 891, 96]
- facebook-icon: f: [55, 127, 71, 143]
- volume: ಸಂಪುಟ : 41: [50, 179, 90, 188]
- row-label: ಅಂಚೆ ಮೂಲಕ (ಮಾಸಿಕ): [733, 85, 792, 93]
- bendre-body-text: ಪ್ರೊ.ಮ.ಲ.ನ.ಮೂರ್ತಿ ತಿಳಿಸಿದರು. ಪಟ್ಟಣದ ಟಿ.ವಿ.ವಿ.ಪದವಿಪೂರ್ವ ಕಾಲೇಜಿನಲ್ಲಿ ಬೇಂದ್ರೆ ಅವರ ಜನ್ಮ ದಿನಾಚರಣೆ ಕಾರ್ಯಕ್ರಮದಲ್ಲಿ ಅವರು ಮಾತನಾಡಿದರು. 'ಜ್ಞಾನ ಪೀಠ' ಪ್ರಶಸ್ತಿ ಪುರಸ್ಕೃತರಾದರು. ನೆಲಮೂಲ ಸಂಸ್ಕೃತಿಯ ಸತ್ವವನ್ನು ಕನ್ನಡ ಕಾವ್ಯಕ್ಕೆ ತಂದಿತ್ತ ಕವಿ. ಜನಸಾಮಾನ್ಯರ ಭಾಷೆಯನ್ನು ಕಾವ್ಯ ಪೀಠದಲ್ಲಿರಿಸಿದ ಕೀರ್ತಿ: [618, 534, 900, 576]
- associate-editor-role: ಜಿ.ಪಂ. ಮಾಜಿ ಅಧ್ಯಕ್ಷರು: [650, 159, 702, 167]
- headline: ಕಲ್ಪನಾಳ ಮರೆಯೋಕೆ ಸಾಧ್ಯವೇ ಇಲ್ಲ, ಆಕೆಯ ನೆನಪು ಇಂದಿಗೂ ಅಮರ: [285, 212, 445, 238]
- bendre-body-top: ಮಧುಗಿರಿ, ಫೆ.1- ಪಟ್ಟ ಪಾಡನ್ನೆಲ್ಲ ಹಾಡಾಗಿ ಜನಕೆ ನೀಡಿದ 'ನಾಕು ತಂತಿ' ಮೀಟಿ 'ನಾದಲೀಲೆ' ಹಬ್ಬಿಸಿದ ಗಾರುಡಿಗ, ಯುಗದ ದನಿ ಬೇಂದ್ರೆ ಎಂದು ಸಾಹಿತಿ ದೇಸಿಕಾವ್ಯ ಪರಂಪರೆ ಮುಂದುವರಿಸಿಕೊಂಡು, ಸ್ವಂತಿಕೆಯನ್ನು ತೋರಿದ ಕವಿ. ನೋವನ್ನೆಲ್ಲ ಅರಗಿಸಿಕೊಂಡು ಪಟ್ಟ ಪಾಡನ್ನೆಲ್ಲ ಹಾಡುಪಾಡಾಗಿ ಜನಕೆ ನೀಡಿ.: [618, 389, 900, 431]
- story-content: [271, 242, 459, 314]
- co-editor: ಉಪ ಸಂಪಾದಕರು : ಜಿ.ಮಾರುತಿ: [461, 161, 529, 169]
- editor-name: ಗಂಗಹನುಮಯ್ಯ,: [230, 158, 281, 168]
